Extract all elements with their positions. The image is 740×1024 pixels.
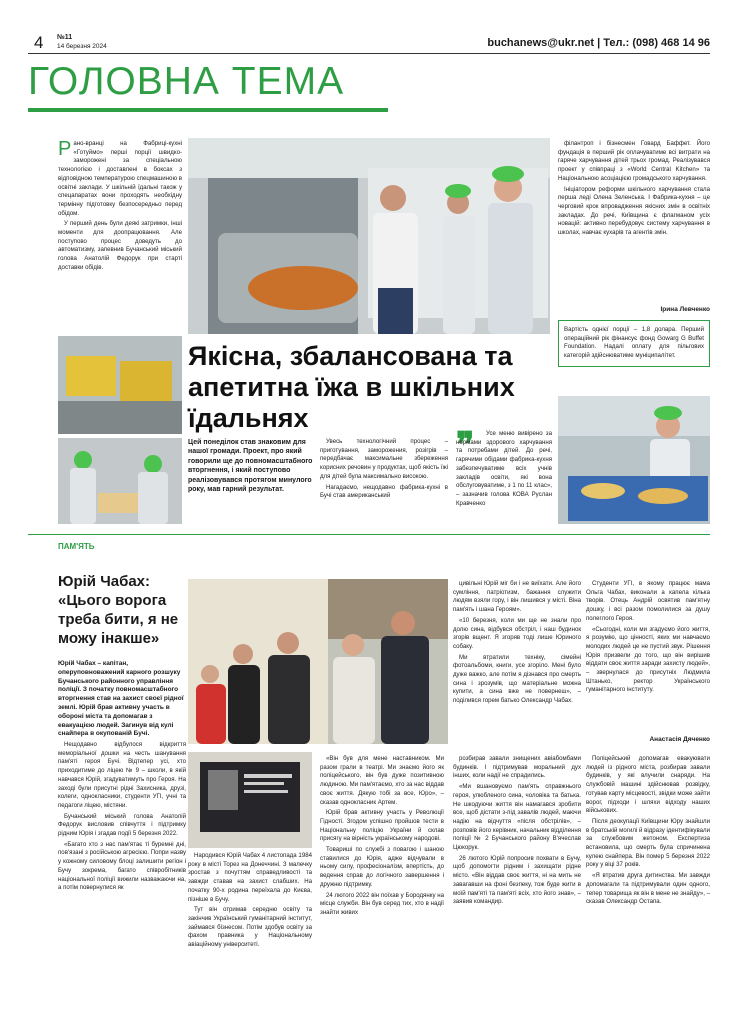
article2-col2: [188, 852, 312, 952]
kitchen-photo-art: [188, 138, 550, 334]
plaque-photo-art: [188, 752, 312, 848]
kitchen-photo: [188, 138, 550, 334]
article1-col2: [320, 438, 448, 503]
c5-p1: Студенти УГІ, в якому працює мама Ольга Чабах, виконали а капела кілька творів. Отець Андрій освятив пам'ятну дошку, і всі разом помолилися за душу полеглого Героя.: [586, 580, 710, 622]
article-separator: [28, 534, 710, 535]
memorial-group-photo: [188, 579, 448, 744]
a2-p1: Нещодавно відбулося відкриття меморіальної дошки на честь шанування пам'яті героя Бучі. Відтепер усі, хто приходитиме до ліцею № 9 – школи, в якій навчався Юрій, згадуватимуть про Героя. На заході були присутні рідні Захисника, друзі, колеги, однокласники, студенти УГІ, учні та педагоги ліцею, містяни.: [58, 741, 186, 809]
article1-right-col: [558, 140, 710, 240]
article2-col4b: [453, 755, 581, 909]
c4-p3: Ми втратили техніку, сімейні фотоальбоми, книги, усе згоріло. Мені було дуже важко, але потім я дізнався про смерть сина і зрозумів, що матеріальне можна купити, а сина вже не повернеш», – поділився горем батько Олександр Чабах.: [453, 653, 581, 705]
c5-p3: Поліцейський допомагав евакуювати людей із рідного міста, розбирав завали будинків, у які влучили снаряди. На службовій машині здійснював розвідку, готував карту місцевості, звідки може зайти ворог, підходи і шляхи відходу наших військових.: [586, 755, 710, 815]
fryer-photo: [58, 336, 182, 434]
right-col-p2: Ініціатором реформи шкільного харчування стала перша леді Олена Зеленська. І Фабрика-кухня – це черговий крок впровадження якісних змін в освітніх закладах. До речі, Київщина є флагманом усіх новацій: активно перебудовує систему харчування в школах, навчає кухарів та агентів змін.: [558, 185, 710, 237]
article2-col4a: [453, 580, 581, 708]
c3-p4: 24 лютого 2022 він поїхав у Бородянку на місце служби. Він був серед тих, хто в надії знайти живих: [320, 891, 444, 916]
fryer-photo-art: [58, 336, 182, 434]
info-box: Вартість однієї порції – 1,8 долара. Перший операційний рік фінансує фонд Gowarg G Buffet Foundation. Надалі оплату для пільгових категорій здійснюватиме муніципалітет.: [558, 320, 710, 367]
memorial-plaque-photo: [188, 752, 312, 848]
article2-author: Анастасія Дяченко: [649, 736, 710, 743]
c4-p4: розбирав завали знищених авіабомбами будинків. І підтримував моральний дух інших, коли надії не спрадились.: [453, 755, 581, 780]
c4-p6: 26 лютого Юрій попросив похвати в Бучу, щоб допомогти рідним і захищати рідне місто. «Він віддав своє життя, ні на мить не завагавши на фоні безпеку, тож буде жити в моїй пам'яті та пам'яті всіх, хто його знав», – заявив командир.: [453, 854, 581, 906]
col2-p1: Увесь технологічний процес – приготування, заморожения, розігрів – передбачає максимальне збереження корисних речовин у продуктах, щоб якість їжі для дітей була максимально високою.: [320, 438, 448, 480]
section-underline: [28, 108, 388, 112]
contacts: buchanews@ukr.net | Тел.: (098) 468 14 96: [487, 37, 710, 49]
issue-number: №11: [57, 34, 73, 41]
page-number: 4: [34, 33, 44, 52]
cooks-photo: [58, 438, 182, 524]
c4-p5: «Ми вшановуємо пам'ять справжнього героя, улюбленого сина, чоловіка та батька. Не шкодуючи життя він намагався зробити все, щоб дістати з-під завалів людей, маючи надію на відчуття «після обстрілів», – розповів його керівник, начальник відділення поліції № 2 Бучанського району В'ячеслав Цюкорук.: [453, 783, 581, 852]
c5-p4: Після деокупації Київщини Юру знайшли в братській могилі й відразу ідентифікували за службовим жетоном. Експертиза встановила, що смерть була спричинена кулею снайпера. Він помер 5 березня 2022 року у віці 37 років.: [586, 817, 710, 869]
c2-p2: Тут він отримав середню освіту та закінчив Український гуманітарний інститут, займався бізнесом. Потім здобув освіту за фахом правника у Національному авіаційному університеті.: [188, 906, 312, 949]
article2-headline: Юрій Чабах: «Цього ворога треба бити, я не можу інакше»: [58, 573, 179, 647]
c5-p5: «Я втратив друга дитинства. Ми завжди допомагали та підтримували один одного, тепер товарища як він в мене не знайду», – сказав Олександр Остапа.: [586, 872, 710, 906]
c2-p1: Народився Юрій Чабах 4 листопада 1984 року в місті Торез на Донеччині. З малечку зростав з почуттям справедливості та завжди ставав на захист слабших. На початку 90-х родина переїхала до Києва, пізніше в Бучу.: [188, 852, 312, 903]
lead-text: ано-вранці на Фабриці-кухні «Готуймо» перші порції швидко-заморожені за спеціальною технологією і доставлені в боксах з відповідною температурою спецмашиною в освітні заклади. У шкільній їдальні також у спецапаратах вони проходять необхідну термінну підготовку безпосередньо перед обідом.: [58, 140, 182, 217]
c4-p2: «10 березня, коли ми ще не знали про долю сина, відбувся обстріл, і наш будинок згорів вщент. Я згоряв тоді лише Юриного собаку.: [453, 616, 581, 650]
article2-col1: [58, 741, 186, 895]
article1-lead: [58, 140, 182, 275]
drop-cap: Р: [58, 138, 72, 160]
header-rule: [28, 53, 710, 54]
article1-headline: Якісна, збалансована та апетитна їжа в шкільних їдальнях: [188, 341, 515, 433]
right-col-p1: філантроп і бізнесмен Говард Баффет. Його фундація в перший рік оплачуватиме всі витрати на гаряче харчування дітей трьох громад. Реалізувався проект у співпраці з «World Central Kitchen» та Національною асоціацією громадського харчування.: [558, 140, 710, 182]
col2-p2: Нагадаємо, нещодавно фабрика-кухні в Бучі став американський: [320, 483, 448, 500]
c3-p2: Юрій брав активну участь у Революції Гідності. Згодом успішно пройшов тести в Національну поліцію України й склав присягу на вірність українському народові.: [320, 809, 444, 843]
lunch-photo: [558, 396, 710, 524]
article2-col5b: [586, 755, 710, 909]
article1-author: Ірина Левченко: [660, 306, 710, 313]
article2-col3: [320, 755, 444, 920]
lead-p2: У перший день були деякі затримки, інші моменти для доопрацювання. Але поступово процес доведуть до автоматизму, запевнив Бучанський міський голова Анатолій Федорук при старті доставки обідів.: [58, 220, 182, 271]
article1-quote: Усе меню вивірено за нормами здорового харчування та потребами дітей. До речі, гарячими обідами фабрика-кухня забезпечуватиме всіх учнів закладів освіти, які вона обслуговуватиме, з 1 по 11 клас», – зазначив голова КОВА Руслан Кравченко: [456, 430, 552, 507]
article2-col5a: [586, 580, 710, 697]
lunch-photo-art: [558, 396, 710, 524]
c3-p3: Товариші по службі з повагою і шаною ставилися до Юрія, адже відчували в ньому силу, професіоналізм, впертість, до ведення справ до логічного завершення і дружню підтримку.: [320, 846, 444, 888]
c5-p2: «Сьогодні, коли ми згадуємо його життя, я розумію, що цінності, яких ми навчаємо молодих людей це не пустий звук. Рішення Юрія призвели до того, що він вирішив віддати своє життя заради захисту людей», – звернулася до присутніх Людмила Штанько, ректор Українського гуманітарного інституту.: [586, 625, 710, 694]
section-title: ГОЛОВНА ТЕМА: [28, 60, 345, 103]
cooks-photo-art: [58, 438, 182, 524]
group-photo-art: [188, 579, 448, 744]
issue-date: 14 березня 2024: [57, 43, 107, 50]
section-label-memory: ПАМ'ЯТЬ: [58, 542, 95, 551]
a2-p3: «Багато хто з нас пам'ятає ті буремні дні, пов'язані з російською агресією. Попри назву у кожному силовому блоці залишити регіон і Бучу зокрема, багато співробітників національної поліції вижили назважаючи на, а потім повернулися як: [58, 840, 186, 892]
quote-icon: ❞: [456, 425, 475, 465]
c3-p1: «Він був для мене наставником. Ми разом грали в театрі. Ми знаємо його як поліцейського, він був дуже позитивною людиною. Ми пам'ятаємо, хто за нас віддав своє життя. Дякую тобі за все, Юро», – сказав однокласник Артем.: [320, 755, 444, 806]
c4-p1: цивільні Юрій міг би і не виїхати. Але його сумління, патріотизм, бажання служити людям взяли гору, і він лишився у місті. Віна пам'ять і шана Героям».: [453, 580, 581, 614]
article2-intro: Юрій Чабах – капітан, оперуповноважений карного розшуку Бучанського районного управління поліції. З початку повномасштабного вторгнення став на захист своєї рідної землі. Юрій брав активну участь в обороні міста та допомагав з евакуацією людей. Загинув від кулі снайпера в окупованій Бучі.: [58, 660, 184, 738]
article1-intro: Цей понеділок став знаковим для нашої громади. Проект, про який говорили ще до повномасштабного вторгнення, і який поступово реалізовувався протягом минулого року, мав гарний результат.: [188, 439, 313, 494]
a2-p2: Бучанський міський голова Анатолій Федорук висловив співчуття і підтримку рідним Юрія і згадав події 5 березня 2022.: [58, 812, 186, 838]
